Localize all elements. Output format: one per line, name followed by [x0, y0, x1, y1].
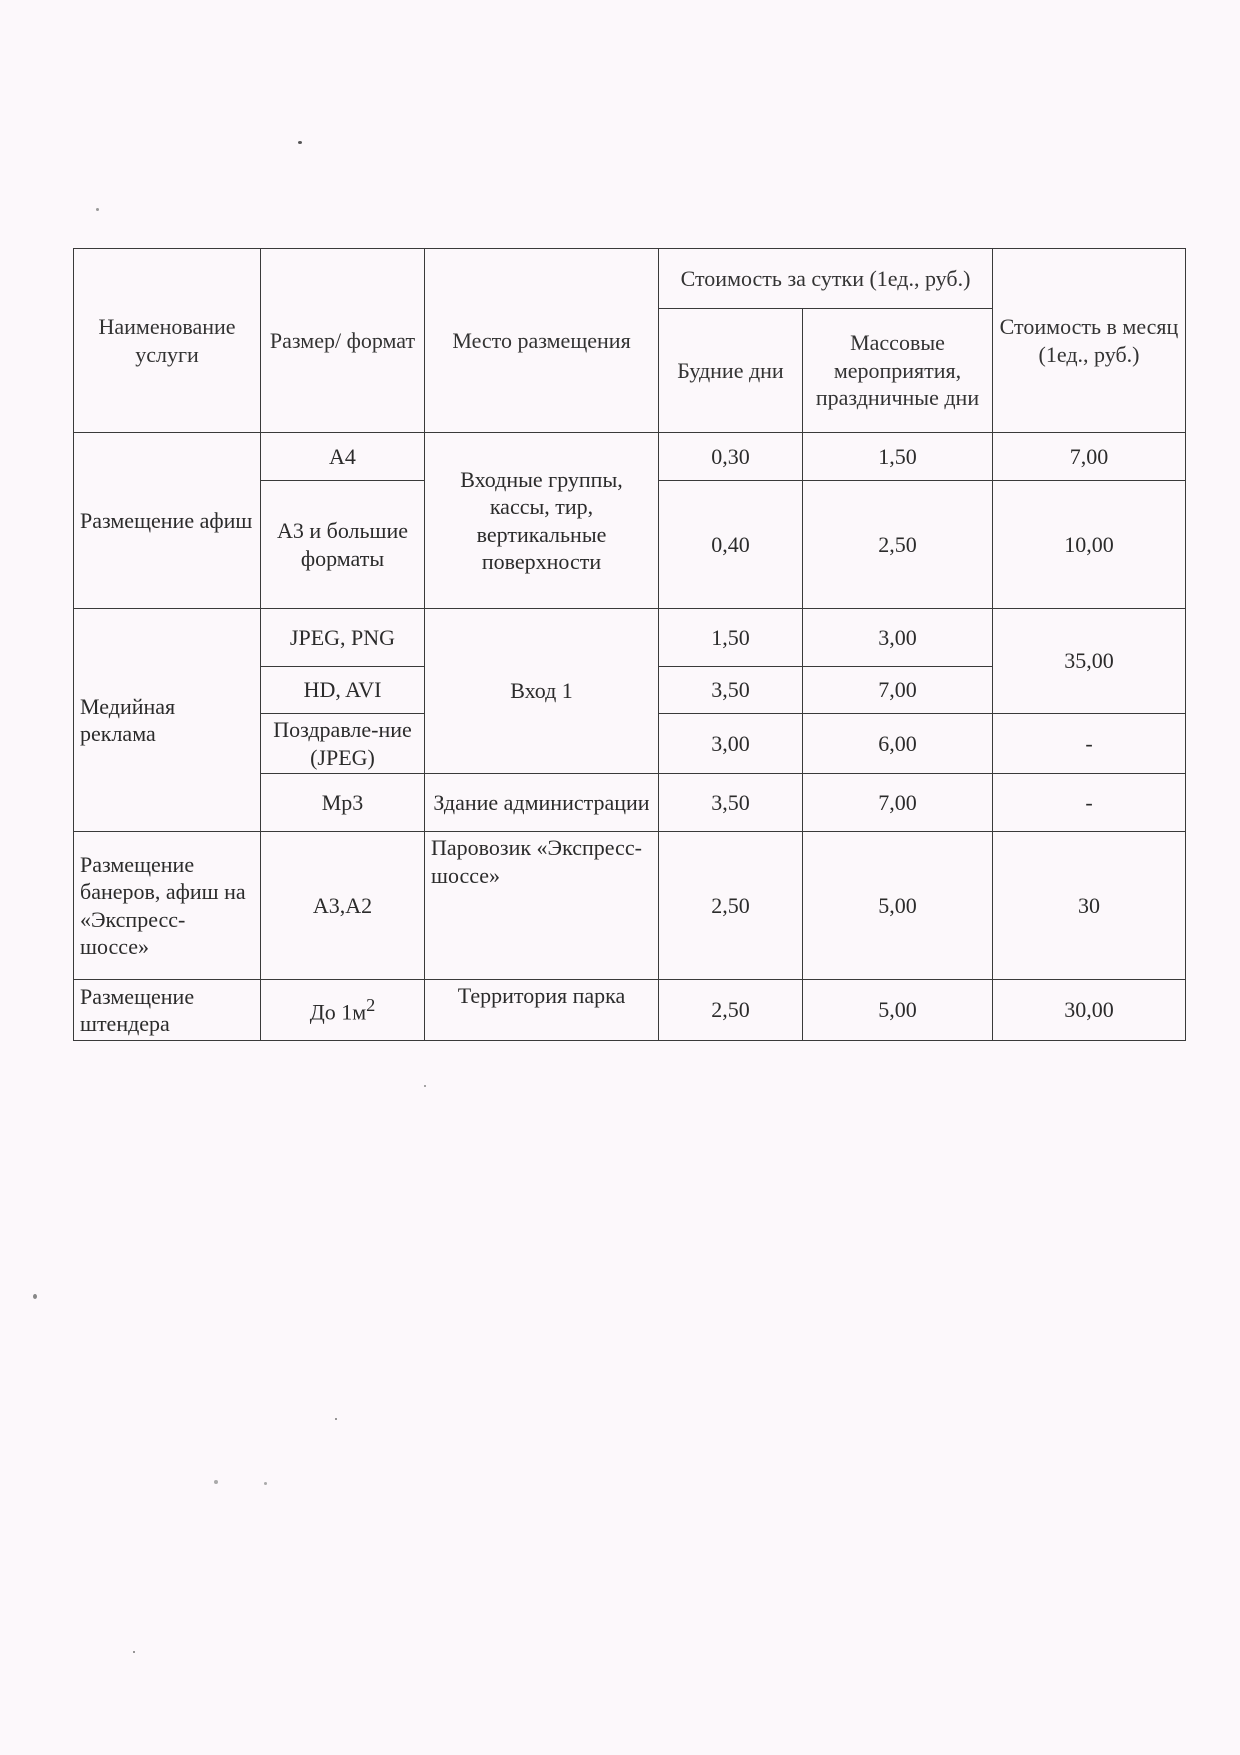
scan-speck [424, 1085, 426, 1087]
size-superscript: 2 [366, 995, 376, 1016]
size-text: До 1м [309, 999, 367, 1025]
events-cell: 7,00 [803, 774, 993, 832]
weekdays-cell: 2,50 [659, 832, 803, 980]
size-cell: HD, AVI [261, 667, 425, 714]
size-cell: А4 [261, 433, 425, 481]
place-posters: Входные группы, кассы, тир, вертикальные поверхности [425, 433, 659, 609]
weekdays-cell: 0,30 [659, 433, 803, 481]
events-cell: 5,00 [803, 980, 993, 1041]
scan-speck [96, 208, 99, 211]
events-cell: 7,00 [803, 667, 993, 714]
header-daily-cost: Стоимость за сутки (1ед., руб.) [659, 249, 993, 309]
weekdays-cell: 0,40 [659, 481, 803, 609]
monthly-cell: 30 [993, 832, 1186, 980]
weekdays-cell: 3,50 [659, 774, 803, 832]
table-row [74, 609, 1186, 667]
size-cell: JPEG, PNG [261, 609, 425, 667]
place-administration: Здание администрации [425, 774, 659, 832]
monthly-cell: 30,00 [993, 980, 1186, 1041]
scan-speck [33, 1294, 37, 1299]
monthly-cell: 7,00 [993, 433, 1186, 481]
events-cell: 5,00 [803, 832, 993, 980]
size-cell [261, 980, 425, 1041]
scan-speck [133, 1651, 135, 1653]
service-stand: Размещение штендера [74, 980, 261, 1041]
scan-speck [214, 1480, 218, 1484]
monthly-cell: 35,00 [993, 609, 1186, 714]
service-posters: Размещение афиш [74, 433, 261, 609]
place-entrance: Вход 1 [425, 609, 659, 774]
header-size: Размер/ формат [261, 249, 425, 433]
table-row [74, 433, 1186, 481]
place-train: Паровозик «Экспресс-шоссе» [425, 832, 659, 980]
place-park: Территория парка [425, 980, 659, 1041]
events-cell: 1,50 [803, 433, 993, 481]
table-header-row [74, 249, 1186, 309]
service-banners: Размещение банеров, афиш на «Экспресс-шоссе» [74, 832, 261, 980]
header-weekdays: Будние дни [659, 309, 803, 433]
weekdays-cell: 1,50 [659, 609, 803, 667]
table-row [74, 832, 1186, 980]
monthly-cell: - [993, 714, 1186, 774]
header-service: Наименование услуги [74, 249, 261, 433]
size-cell: А3,А2 [261, 832, 425, 980]
size-cell: Mp3 [261, 774, 425, 832]
scan-speck [264, 1482, 267, 1485]
scan-speck [298, 141, 302, 144]
monthly-cell: 10,00 [993, 481, 1186, 609]
monthly-cell: - [993, 774, 1186, 832]
weekdays-cell: 3,50 [659, 667, 803, 714]
size-cell: А3 и большие форматы [261, 481, 425, 609]
header-monthly-cost: Стоимость в месяц (1ед., руб.) [993, 249, 1186, 433]
header-events: Массовые мероприятия, праздничные дни [803, 309, 993, 433]
scan-speck [335, 1418, 337, 1420]
events-cell: 2,50 [803, 481, 993, 609]
table-row [74, 980, 1186, 1041]
events-cell: 3,00 [803, 609, 993, 667]
price-table [73, 248, 1186, 1041]
size-cell: Поздравле-ние (JPEG) [261, 714, 425, 774]
events-cell: 6,00 [803, 714, 993, 774]
header-place: Место размещения [425, 249, 659, 433]
weekdays-cell: 3,00 [659, 714, 803, 774]
service-media: Медийная реклама [74, 609, 261, 832]
weekdays-cell: 2,50 [659, 980, 803, 1041]
